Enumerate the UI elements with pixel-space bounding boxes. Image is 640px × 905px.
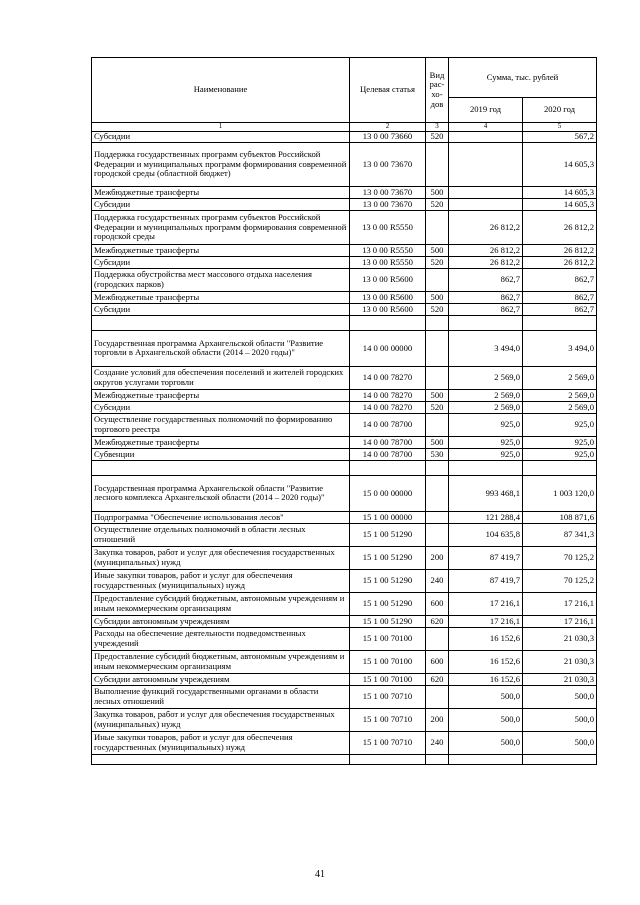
row-code: 15 1 00 51290 — [350, 546, 426, 569]
row-code: 13 0 00 R5550 — [350, 244, 426, 256]
row-name: Государственная программа Архангельской области "Развитие лесного комплекса Архангельской области (2014 – 2020 годы)" — [92, 475, 350, 511]
table-row — [92, 315, 597, 330]
row-value-2020: 862,7 — [523, 291, 597, 303]
row-vid: 520 — [426, 256, 449, 268]
row-name: Поддержка обустройства мест массового отдыха населения (городских парков) — [92, 268, 350, 291]
row-vid: 520 — [426, 401, 449, 413]
row-value-2020: 1 003 120,0 — [523, 475, 597, 511]
row-code: 15 0 00 00000 — [350, 475, 426, 511]
row-code: 13 0 00 R5600 — [350, 268, 426, 291]
row-code: 14 0 00 00000 — [350, 330, 426, 366]
table-row — [92, 198, 597, 210]
row-vid — [426, 685, 449, 708]
row-name: Выполнение функций государственными органами в области лесных отношений — [92, 685, 350, 708]
table-row — [92, 244, 597, 256]
column-index: 5 — [523, 123, 597, 132]
row-code: 14 0 00 78270 — [350, 389, 426, 401]
row-value-2020: 26 812,2 — [523, 244, 597, 256]
row-code — [350, 754, 426, 764]
row-vid — [426, 754, 449, 764]
row-name: Государственная программа Архангельской области "Развитие торговли в Архангельской области (2014 – 2020 годы)" — [92, 330, 350, 366]
header-name: Наименование — [92, 58, 350, 123]
row-value-2020 — [523, 315, 597, 330]
row-value-2020: 2 569,0 — [523, 401, 597, 413]
row-name: Предоставление субсидий бюджетным, автономным учреждениям и иным некоммерческим организациям — [92, 650, 350, 673]
row-code: 15 1 00 51290 — [350, 592, 426, 615]
row-name — [92, 460, 350, 475]
row-value-2019: 500,0 — [449, 685, 523, 708]
row-value-2019: 26 812,2 — [449, 256, 523, 268]
table-row — [92, 569, 597, 592]
row-name — [92, 754, 350, 764]
row-name: Закупка товаров, работ и услуг для обеспечения государственных (муниципальных) нужд — [92, 708, 350, 731]
column-index: 4 — [449, 123, 523, 132]
row-name: Иные закупки товаров, работ и услуг для обеспечения государственных (муниципальных) нужд — [92, 731, 350, 754]
row-vid: 500 — [426, 436, 449, 448]
row-name: Межбюджетные трансферты — [92, 436, 350, 448]
row-name: Предоставление субсидий бюджетным, автономным учреждениям и иным некоммерческим организациям — [92, 592, 350, 615]
row-value-2020: 925,0 — [523, 413, 597, 436]
row-code: 13 0 00 73670 — [350, 142, 426, 186]
row-name: Расходы на обеспечение деятельности подведомственных учреждений — [92, 627, 350, 650]
column-index: 1 — [92, 123, 350, 132]
table-row — [92, 303, 597, 315]
row-value-2020: 2 569,0 — [523, 366, 597, 389]
row-vid: 600 — [426, 592, 449, 615]
row-value-2020: 14 605,3 — [523, 198, 597, 210]
table-row — [92, 436, 597, 448]
row-value-2020: 862,7 — [523, 303, 597, 315]
row-value-2019: 925,0 — [449, 448, 523, 460]
row-value-2019: 87 419,7 — [449, 546, 523, 569]
column-index: 2 — [350, 123, 426, 132]
table-row — [92, 291, 597, 303]
row-code: 15 1 00 70710 — [350, 708, 426, 731]
row-value-2019: 17 216,1 — [449, 615, 523, 627]
column-index-row — [92, 123, 597, 132]
row-name: Межбюджетные трансферты — [92, 389, 350, 401]
row-vid: 620 — [426, 615, 449, 627]
row-code: 15 1 00 51290 — [350, 523, 426, 546]
row-code: 13 0 00 73660 — [350, 131, 426, 142]
header-code: Целевая статья — [350, 58, 426, 123]
row-value-2019: 2 569,0 — [449, 401, 523, 413]
row-vid: 520 — [426, 131, 449, 142]
row-code: 14 0 00 78270 — [350, 366, 426, 389]
row-vid — [426, 627, 449, 650]
row-name: Осуществление отдельных полномочий в области лесных отношений — [92, 523, 350, 546]
row-code: 15 1 00 51290 — [350, 615, 426, 627]
row-value-2020: 26 812,2 — [523, 256, 597, 268]
row-code: 13 0 00 73670 — [350, 198, 426, 210]
row-code: 14 0 00 78700 — [350, 448, 426, 460]
row-name: Субсидии — [92, 256, 350, 268]
column-index: 3 — [426, 123, 449, 132]
row-value-2019: 862,7 — [449, 291, 523, 303]
row-vid: 200 — [426, 708, 449, 731]
row-value-2019: 87 419,7 — [449, 569, 523, 592]
row-vid: 240 — [426, 731, 449, 754]
row-value-2019 — [449, 198, 523, 210]
row-value-2020: 21 030,3 — [523, 627, 597, 650]
row-value-2019: 500,0 — [449, 731, 523, 754]
row-value-2020: 70 125,2 — [523, 546, 597, 569]
table-body — [92, 131, 597, 764]
table-row — [92, 523, 597, 546]
row-vid — [426, 413, 449, 436]
table-row — [92, 413, 597, 436]
table-row — [92, 685, 597, 708]
table-row — [92, 131, 597, 142]
page-number: 41 — [315, 869, 325, 880]
table-row — [92, 731, 597, 754]
table-row — [92, 546, 597, 569]
row-vid: 530 — [426, 448, 449, 460]
table-row — [92, 330, 597, 366]
row-vid: 200 — [426, 546, 449, 569]
row-code: 15 1 00 70710 — [350, 685, 426, 708]
row-value-2019: 3 494,0 — [449, 330, 523, 366]
row-code — [350, 460, 426, 475]
row-value-2019: 925,0 — [449, 413, 523, 436]
row-value-2019: 2 569,0 — [449, 366, 523, 389]
row-value-2019 — [449, 754, 523, 764]
row-name: Межбюджетные трансферты — [92, 291, 350, 303]
row-value-2020: 567,2 — [523, 131, 597, 142]
row-vid — [426, 315, 449, 330]
row-code: 15 1 00 70100 — [350, 650, 426, 673]
row-value-2019 — [449, 142, 523, 186]
row-name: Поддержка государственных программ субъектов Российской Федерации и муниципальных программ формирования современной городской среды — [92, 210, 350, 244]
row-code: 13 0 00 R5600 — [350, 291, 426, 303]
row-value-2020: 108 871,6 — [523, 511, 597, 523]
row-name: Закупка товаров, работ и услуг для обеспечения государственных (муниципальных) нужд — [92, 546, 350, 569]
table-row — [92, 448, 597, 460]
row-code: 15 1 00 51290 — [350, 569, 426, 592]
row-value-2019: 993 468,1 — [449, 475, 523, 511]
row-code: 14 0 00 78700 — [350, 436, 426, 448]
table-row — [92, 366, 597, 389]
row-value-2020: 21 030,3 — [523, 650, 597, 673]
row-name: Поддержка государственных программ субъектов Российской Федерации и муниципальных программ формирования современной городской среды (областной бюджет) — [92, 142, 350, 186]
row-name: Осуществление государственных полномочий по формированию торгового реестра — [92, 413, 350, 436]
row-value-2020 — [523, 460, 597, 475]
row-value-2019: 16 152,6 — [449, 650, 523, 673]
row-name: Субсидии автономным учреждениям — [92, 615, 350, 627]
row-value-2019: 26 812,2 — [449, 244, 523, 256]
row-vid: 600 — [426, 650, 449, 673]
row-code: 14 0 00 78270 — [350, 401, 426, 413]
row-value-2019: 2 569,0 — [449, 389, 523, 401]
table-row — [92, 754, 597, 764]
row-vid: 620 — [426, 673, 449, 685]
row-vid: 240 — [426, 569, 449, 592]
row-name: Субсидии — [92, 131, 350, 142]
row-name: Подпрограмма "Обеспечение использования лесов" — [92, 511, 350, 523]
table-row — [92, 650, 597, 673]
row-value-2020: 70 125,2 — [523, 569, 597, 592]
table-row — [92, 511, 597, 523]
row-code: 15 1 00 70710 — [350, 731, 426, 754]
row-value-2019: 17 216,1 — [449, 592, 523, 615]
row-name: Иные закупки товаров, работ и услуг для обеспечения государственных (муниципальных) нужд — [92, 569, 350, 592]
row-vid — [426, 523, 449, 546]
row-code: 13 0 00 R5600 — [350, 303, 426, 315]
row-value-2019: 16 152,6 — [449, 673, 523, 685]
row-value-2019 — [449, 186, 523, 198]
table-row — [92, 475, 597, 511]
row-name: Межбюджетные трансферты — [92, 186, 350, 198]
row-code: 13 0 00 R5550 — [350, 256, 426, 268]
row-code — [350, 315, 426, 330]
table-row — [92, 256, 597, 268]
row-code: 13 0 00 73670 — [350, 186, 426, 198]
header-sum: Сумма, тыс. рублей — [449, 58, 597, 98]
row-vid — [426, 511, 449, 523]
row-value-2019: 500,0 — [449, 708, 523, 731]
row-value-2020: 925,0 — [523, 436, 597, 448]
table-row — [92, 615, 597, 627]
row-value-2020: 925,0 — [523, 448, 597, 460]
row-vid — [426, 268, 449, 291]
row-vid — [426, 330, 449, 366]
row-value-2020: 17 216,1 — [523, 592, 597, 615]
row-value-2020: 21 030,3 — [523, 673, 597, 685]
row-vid — [426, 142, 449, 186]
table-row — [92, 592, 597, 615]
row-value-2020: 87 341,3 — [523, 523, 597, 546]
row-value-2020: 3 494,0 — [523, 330, 597, 366]
row-name: Создание условий для обеспечения поселений и жителей городских округов услугами торговли — [92, 366, 350, 389]
row-value-2019 — [449, 315, 523, 330]
table-row — [92, 389, 597, 401]
budget-table — [91, 57, 597, 765]
row-value-2020: 500,0 — [523, 685, 597, 708]
row-code: 15 1 00 70100 — [350, 627, 426, 650]
row-vid — [426, 475, 449, 511]
table-row — [92, 142, 597, 186]
row-vid: 520 — [426, 303, 449, 315]
row-code: 15 1 00 70100 — [350, 673, 426, 685]
row-vid: 500 — [426, 244, 449, 256]
table-row — [92, 460, 597, 475]
row-vid — [426, 460, 449, 475]
row-name — [92, 315, 350, 330]
row-value-2020: 14 605,3 — [523, 186, 597, 198]
row-value-2020 — [523, 754, 597, 764]
table-header — [92, 58, 597, 132]
row-code: 15 1 00 00000 — [350, 511, 426, 523]
row-name: Субсидии — [92, 303, 350, 315]
row-value-2020: 862,7 — [523, 268, 597, 291]
row-vid — [426, 210, 449, 244]
table-row — [92, 627, 597, 650]
row-value-2020: 500,0 — [523, 731, 597, 754]
row-name: Субсидии — [92, 401, 350, 413]
row-name: Субсидии автономным учреждениям — [92, 673, 350, 685]
row-vid: 500 — [426, 389, 449, 401]
header-2020: 2020 год — [523, 98, 597, 123]
row-vid: 500 — [426, 291, 449, 303]
table-row — [92, 186, 597, 198]
row-name: Субвенции — [92, 448, 350, 460]
row-value-2019: 104 635,8 — [449, 523, 523, 546]
row-value-2019: 16 152,6 — [449, 627, 523, 650]
table-row — [92, 268, 597, 291]
table-row — [92, 673, 597, 685]
row-vid — [426, 366, 449, 389]
row-value-2020: 26 812,2 — [523, 210, 597, 244]
row-vid: 500 — [426, 186, 449, 198]
row-value-2020: 500,0 — [523, 708, 597, 731]
row-value-2020: 17 216,1 — [523, 615, 597, 627]
header-vid: Вид рас-хо-дов — [426, 58, 449, 123]
row-vid: 520 — [426, 198, 449, 210]
row-name: Межбюджетные трансферты — [92, 244, 350, 256]
row-name: Субсидии — [92, 198, 350, 210]
table-row — [92, 401, 597, 413]
row-value-2019: 862,7 — [449, 268, 523, 291]
row-code: 13 0 00 R5550 — [350, 210, 426, 244]
header-2019: 2019 год — [449, 98, 523, 123]
row-value-2019: 925,0 — [449, 436, 523, 448]
table-row — [92, 708, 597, 731]
row-value-2019 — [449, 460, 523, 475]
row-value-2019: 121 288,4 — [449, 511, 523, 523]
row-value-2020: 2 569,0 — [523, 389, 597, 401]
row-value-2020: 14 605,3 — [523, 142, 597, 186]
row-code: 14 0 00 78700 — [350, 413, 426, 436]
row-value-2019 — [449, 131, 523, 142]
row-value-2019: 862,7 — [449, 303, 523, 315]
row-value-2019: 26 812,2 — [449, 210, 523, 244]
table-row — [92, 210, 597, 244]
